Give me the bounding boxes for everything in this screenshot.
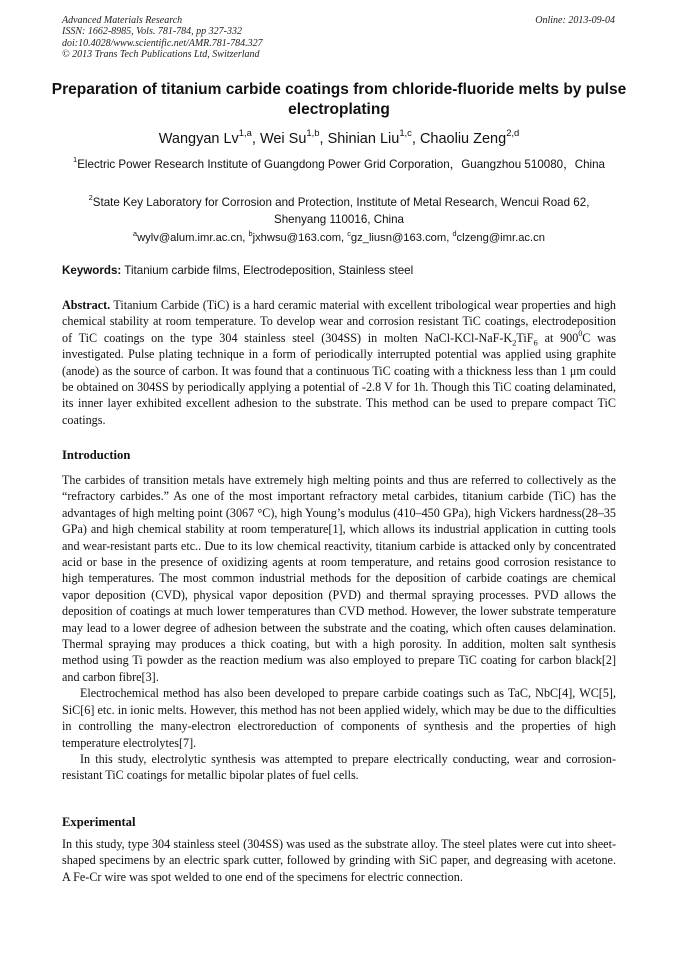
affiliation-text: Electric Power Research Institute of Guangdong Power Grid Corporation，Guangzhou 510080，China [77, 158, 605, 171]
abstract-text: Titanium Carbide (TiC) is a hard ceramic material with excellent tribological wear properties and high chemical stability at room temperature. To develop wear and corrosion resistant TiC coatings, electrodeposition of TiC coatings on the type 304 stainless steel (304SS) in molten NaCl-KCl-NaF-K [62, 298, 616, 345]
abstract-text: C was investigated. Pulse plating technique in a form of periodically interrupted potential was applied using graphite (anode) as the source of carbon. It was found that a continuous TiC coating with a thickness less than 1 μm could be obtained on 304SS by periodically applying a potential of -2.8 V for 1h. Though this TiC coating delaminated, its inner layer exhibited excellent adhesion to the substrate. This method can be used to prepare compact TiC coatings. [62, 330, 616, 427]
email-address: wylv@alum.imr.ac.cn, [137, 232, 249, 244]
experimental-heading: Experimental [62, 815, 136, 829]
abstract-text: TiF [516, 330, 534, 345]
author-separator: , [411, 131, 420, 147]
intro-paragraph-1: The carbides of transition metals have extremely high melting points and thus are referred to collectively as the “refractory carbides.” As one of the most important refractory metal carbides, titanium carbide (TiC) has the advantages of high melting point (3067 °C), high Young’s modulus (410–450 GPa), high Vickers hardness(28–35 GPa) and high chemical stability at room temperature[1], which allows its industrial application in cutting tools and wear-resistant parts etc.. Due to its low chemical reactivity, titanium carbide is attacked only by concentrated acid or base in the presence of oxidizing agents at room temperature, and retains good corrosion resistance to high temperatures. The most common industrial methods for the deposition of carbide coatings are chemical vapor deposition (CVD), physical vapor deposition (PVD) and thermal spraying processes. PVD allows the deposition of coatings at much lower temperatures than CVD method. However, the lower substrate temperature may lead to a lower degree of adhesion between the substrate and the coating, which often causes delamination. Thermal spraying may produces a thick coating, but with a high porosity. In addition, molten salt synthesis method using Ti powder as the reaction medium was also employed to prepare TiC coating for carbon black[2] and carbon fibre[3]. [62, 473, 616, 684]
email-list [62, 228, 616, 246]
author-name: Shinian Liu [327, 131, 400, 147]
email-mark: a [133, 228, 138, 238]
introduction-heading: Introduction [62, 448, 131, 462]
author-list [40, 127, 638, 148]
experimental-paragraph-1: In this study, type 304 stainless steel (304SS) was used as the substrate alloy. The steel plates were cut into sheet-shaped specimens by an electric spark cutter, followed by grinding with SiC paper, and degreasing with acetone. A Fe-Cr wire was spot welded to one end of the specimens for electric connection. [62, 837, 616, 884]
intro-paragraph-2: Electrochemical method has also been developed to prepare carbide coatings such as TaC, NbC[4], WC[5], SiC[6] etc. in ionic melts. However, this method has not been applied widely, which may be due to the difficulties in controlling the many-electron electroreduction of components of synthesis and the properties of high temperature electrolytes[7]. [62, 686, 616, 750]
affiliation-2 [62, 195, 616, 228]
online-date: Online: 2013-09-04 [535, 15, 615, 26]
affiliation-1 [62, 157, 616, 174]
copyright-line: © 2013 Trans Tech Publications Ltd, Switzerland [62, 49, 260, 61]
experimental-body [62, 836, 616, 885]
affiliation-text: State Key Laboratory for Corrosion and Protection, Institute of Metal Research, Wencui Road 62, Shenyang 110016, China [92, 196, 590, 226]
email-address: jxhwsu@163.com, [252, 232, 348, 244]
keywords [62, 264, 616, 277]
keywords-text: Titanium carbide films, Electrodeposition, Stainless steel [121, 264, 414, 277]
abstract-paragraph [62, 297, 616, 428]
email-mark: b [248, 228, 253, 238]
superscript: 0 [578, 328, 583, 338]
doi-line: doi:10.4028/www.scientific.net/AMR.781-784.327 [62, 37, 263, 49]
abstract-label: Abstract. [62, 298, 111, 312]
journal-header [62, 15, 263, 61]
author-affil-mark: 1,a [238, 127, 252, 139]
author-affil-mark: 1,c [399, 127, 412, 139]
author-name: Wangyan Lv [158, 131, 239, 147]
abstract [62, 297, 616, 428]
email-address: gz_liusn@163.com, [350, 232, 453, 244]
author-separator: , [319, 131, 328, 147]
abstract-text: at 900 [537, 330, 579, 345]
keywords-label: Keywords: [62, 264, 122, 277]
subscript: 6 [533, 337, 538, 348]
email-mark: d [452, 228, 457, 238]
author-separator: , [251, 131, 260, 147]
author-affil-mark: 2,d [506, 127, 520, 139]
author-affil-mark: 1,b [306, 127, 320, 139]
email-mark: c [347, 228, 351, 238]
email-address: clzeng@imr.ac.cn [456, 232, 545, 244]
introduction-body [62, 472, 616, 784]
author-name: Chaoliu Zeng [419, 131, 507, 147]
journal-name: Advanced Materials Research [62, 15, 183, 26]
subscript: 2 [512, 337, 517, 348]
issn-line: ISSN: 1662-8985, Vols. 781-784, pp 327-332 [62, 26, 242, 38]
affiliation-number: 1 [72, 155, 78, 165]
author-name: Wei Su [259, 131, 307, 147]
paper-title: Preparation of titanium carbide coatings from chloride-fluoride melts by pulse electroplating [51, 81, 627, 118]
intro-paragraph-3: In this study, electrolytic synthesis was attempted to prepare electrically conducting, wear and corrosion-resistant TiC coatings for metallic bipolar plates of fuel cells. [62, 751, 616, 783]
affiliation-number: 2 [88, 193, 93, 203]
